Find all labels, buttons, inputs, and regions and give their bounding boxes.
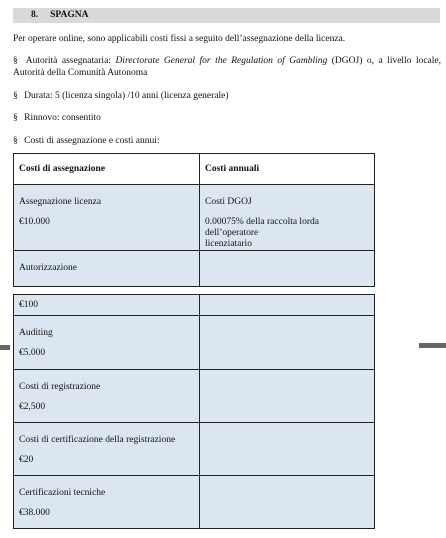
cell-value: €100 [19,299,38,310]
header-assignment-costs: Costi di assegnazione [14,154,200,185]
costs-intro: Costi di assegnazione e costi annui: [24,136,160,146]
table-row [14,316,375,370]
costs-table-2 [13,294,375,529]
cell-value: €10.000 [19,217,50,227]
duration-label: Durata: [24,91,53,101]
table-cell [14,476,200,529]
authority-paragraph [13,55,441,79]
section-heading [13,8,440,23]
section-number: 8. [31,10,39,20]
authority-label: Autorità assegnataria: [25,56,111,66]
table-row [14,370,375,423]
table-cell [14,370,200,423]
authority-name: Directorate General for the Regulation of Gambling [115,56,328,66]
cell-label: Costi di registrazione [19,382,101,392]
cell-value-line-2: licenziatario [205,239,252,249]
cell-value: €20 [19,455,34,465]
table-cell [200,423,375,476]
renewal-label: Rinnovo: [24,113,60,123]
duration-value: 5 (licenza singola) /10 anni (licenza generale) [55,91,229,101]
intro-paragraph: Per operare online, sono applicabili costi fissi a seguito dell’assegnazione della licenza. [13,34,346,44]
cell-label: Assegnazione licenza [19,197,102,207]
side-bar-left [0,345,10,350]
table-row [14,185,375,251]
table-cell [14,423,200,476]
cell-label: Auditing [19,328,53,338]
authority-rest: (DGOJ) o, a livello locale, Autorità della Comunità Autonoma [13,56,442,78]
table-cell [200,295,375,316]
bullet-section-icon: § [13,113,18,123]
table-cell [200,370,375,423]
table-cell [14,251,200,287]
cell-value: €38.000 [19,508,50,518]
table-row [14,476,375,529]
cell-label: Costi DGOJ [205,197,252,207]
duration-paragraph [13,90,441,102]
table-cell [14,295,200,316]
costs-table-1 [13,153,375,287]
costs-intro-paragraph [13,135,441,147]
renewal-paragraph [13,112,441,124]
cell-value: €2,500 [19,402,46,412]
bullet-section-icon: § [13,56,18,66]
section-title: SPAGNA [50,10,89,20]
table-row [14,423,375,476]
cell-label: Autorizzazione [19,263,78,273]
table-row [14,295,375,316]
table-cell [200,185,375,251]
table-cell [200,476,375,529]
table-cell [14,185,200,251]
table-cell [14,316,200,370]
bullet-section-icon: § [13,136,18,146]
bullet-section-icon: § [13,91,18,101]
cell-label: Certificazioni tecniche [19,488,106,498]
table-row [14,251,375,287]
cell-label: Costi di certificazione della registrazione [19,435,176,445]
header-annual-costs: Costi annuali [200,154,375,185]
cell-value: €5.000 [19,348,46,358]
table-cell [200,251,375,287]
table-cell [200,316,375,370]
cell-value-line-1: 0.00075% della raccolta lorda dell’operatore [205,217,319,238]
table-header-row [14,154,375,185]
side-bar-right [419,343,446,348]
renewal-value: consentito [61,113,101,123]
